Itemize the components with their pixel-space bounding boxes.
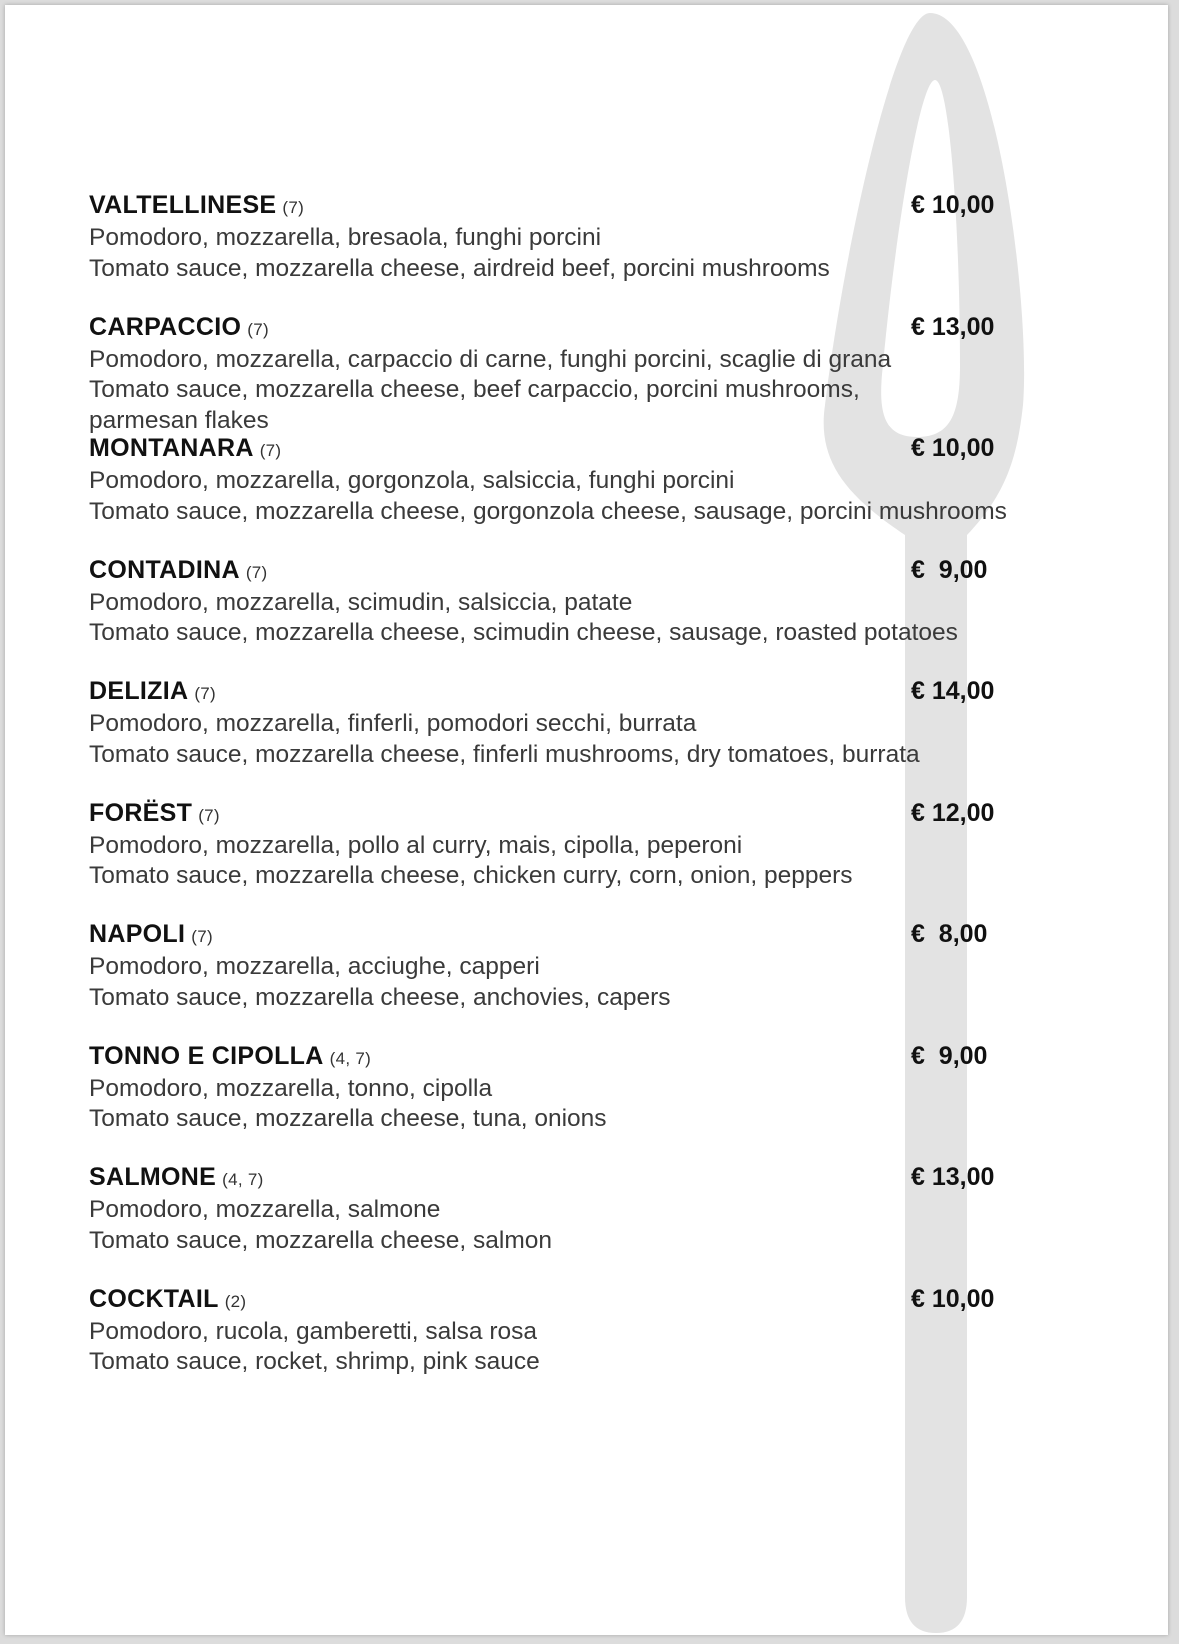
menu-item [89, 1162, 1089, 1284]
item-allergens: (7) [191, 927, 213, 946]
item-price: € 10,00 [911, 434, 995, 462]
item-description-it: Pomodoro, rucola, gamberetti, salsa rosa [89, 1317, 538, 1345]
item-price: € 13,00 [911, 312, 995, 341]
item-description-en: Tomato sauce, mozzarella cheese, finferli mushrooms, dry tomatoes, burrata [89, 740, 920, 768]
menu-item [89, 190, 1089, 312]
pizza-menu-list [89, 190, 1089, 1405]
menu-item [89, 555, 1089, 677]
menu-page [5, 5, 1168, 1635]
item-description-en: Tomato sauce, mozzarella cheese, gorgonzola cheese, sausage, porcini mushrooms [89, 497, 1007, 525]
item-description-en: Tomato sauce, mozzarella cheese, tuna, onions [89, 1105, 607, 1132]
item-description-it: Pomodoro, mozzarella, tonno, cipolla [89, 1074, 493, 1102]
item-allergens: (7) [194, 684, 217, 703]
item-description-en: Tomato sauce, mozzarella cheese, chicken curry, corn, onion, peppers [89, 862, 853, 889]
item-description-it: Pomodoro, mozzarella, pollo al curry, mais, cipolla, peperoni [89, 831, 743, 859]
item-description-it: Pomodoro, mozzarella, salmone [89, 1196, 441, 1223]
menu-item [89, 798, 1089, 920]
item-description-en: Tomato sauce, mozzarella cheese, anchovies, capers [89, 983, 671, 1011]
item-name: NAPOLI [89, 920, 186, 948]
item-price: € 8,00 [911, 920, 988, 948]
item-allergens: (7) [247, 319, 269, 339]
item-allergens: (7) [282, 198, 305, 217]
item-description-en: Tomato sauce, mozzarella cheese, salmon [89, 1226, 552, 1254]
item-allergens: (7) [198, 805, 220, 825]
menu-item [89, 433, 1089, 555]
item-description-it: Pomodoro, mozzarella, gorgonzola, salsiccia, funghi porcini [89, 467, 735, 494]
item-name: CARPACCIO [89, 312, 242, 341]
item-name: FORËST [89, 798, 193, 827]
menu-item [89, 1284, 1089, 1406]
item-description-en: Tomato sauce, mozzarella cheese, airdreid beef, porcini mushrooms [89, 254, 830, 282]
item-allergens: (7) [245, 562, 268, 582]
item-price: € 10,00 [911, 1284, 995, 1313]
item-allergens: (7) [259, 441, 282, 460]
item-name: DELIZIA [89, 677, 189, 705]
menu-item [89, 312, 1089, 434]
item-description-it: Pomodoro, mozzarella, bresaola, funghi porcini [89, 224, 602, 251]
item-name: TONNO E CIPOLLA [89, 1041, 324, 1070]
item-description-en: Tomato sauce, mozzarella cheese, scimudin cheese, sausage, roasted potatoes [89, 619, 958, 646]
item-name: CONTADINA [89, 555, 240, 584]
item-allergens: (4, 7) [329, 1048, 372, 1068]
item-name: VALTELLINESE [89, 191, 277, 219]
menu-item [89, 1041, 1089, 1163]
item-price: € 9,00 [911, 555, 988, 584]
item-price: € 12,00 [911, 798, 995, 827]
menu-item [89, 919, 1089, 1041]
item-price: € 14,00 [911, 677, 995, 705]
item-description-it: Pomodoro, mozzarella, scimudin, salsiccia, patate [89, 588, 633, 616]
item-price: € 9,00 [911, 1041, 988, 1070]
item-price: € 13,00 [911, 1163, 995, 1191]
item-description-it: Pomodoro, mozzarella, acciughe, capperi [89, 953, 540, 980]
item-name: MONTANARA [89, 434, 254, 462]
item-allergens: (4, 7) [222, 1170, 264, 1189]
item-name: SALMONE [89, 1163, 217, 1191]
item-description-it: Pomodoro, mozzarella, finferli, pomodori secchi, burrata [89, 710, 697, 737]
item-name: COCKTAIL [89, 1284, 219, 1313]
item-description-en: Tomato sauce, mozzarella cheese, beef carpaccio, porcini mushrooms, parmesan flakes [89, 376, 860, 434]
item-allergens: (2) [224, 1291, 247, 1311]
item-price: € 10,00 [911, 191, 995, 219]
item-description-it: Pomodoro, mozzarella, carpaccio di carne, funghi porcini, scaglie di grana [89, 345, 892, 373]
item-description-en: Tomato sauce, rocket, shrimp, pink sauce [89, 1348, 540, 1375]
menu-item [89, 676, 1089, 798]
